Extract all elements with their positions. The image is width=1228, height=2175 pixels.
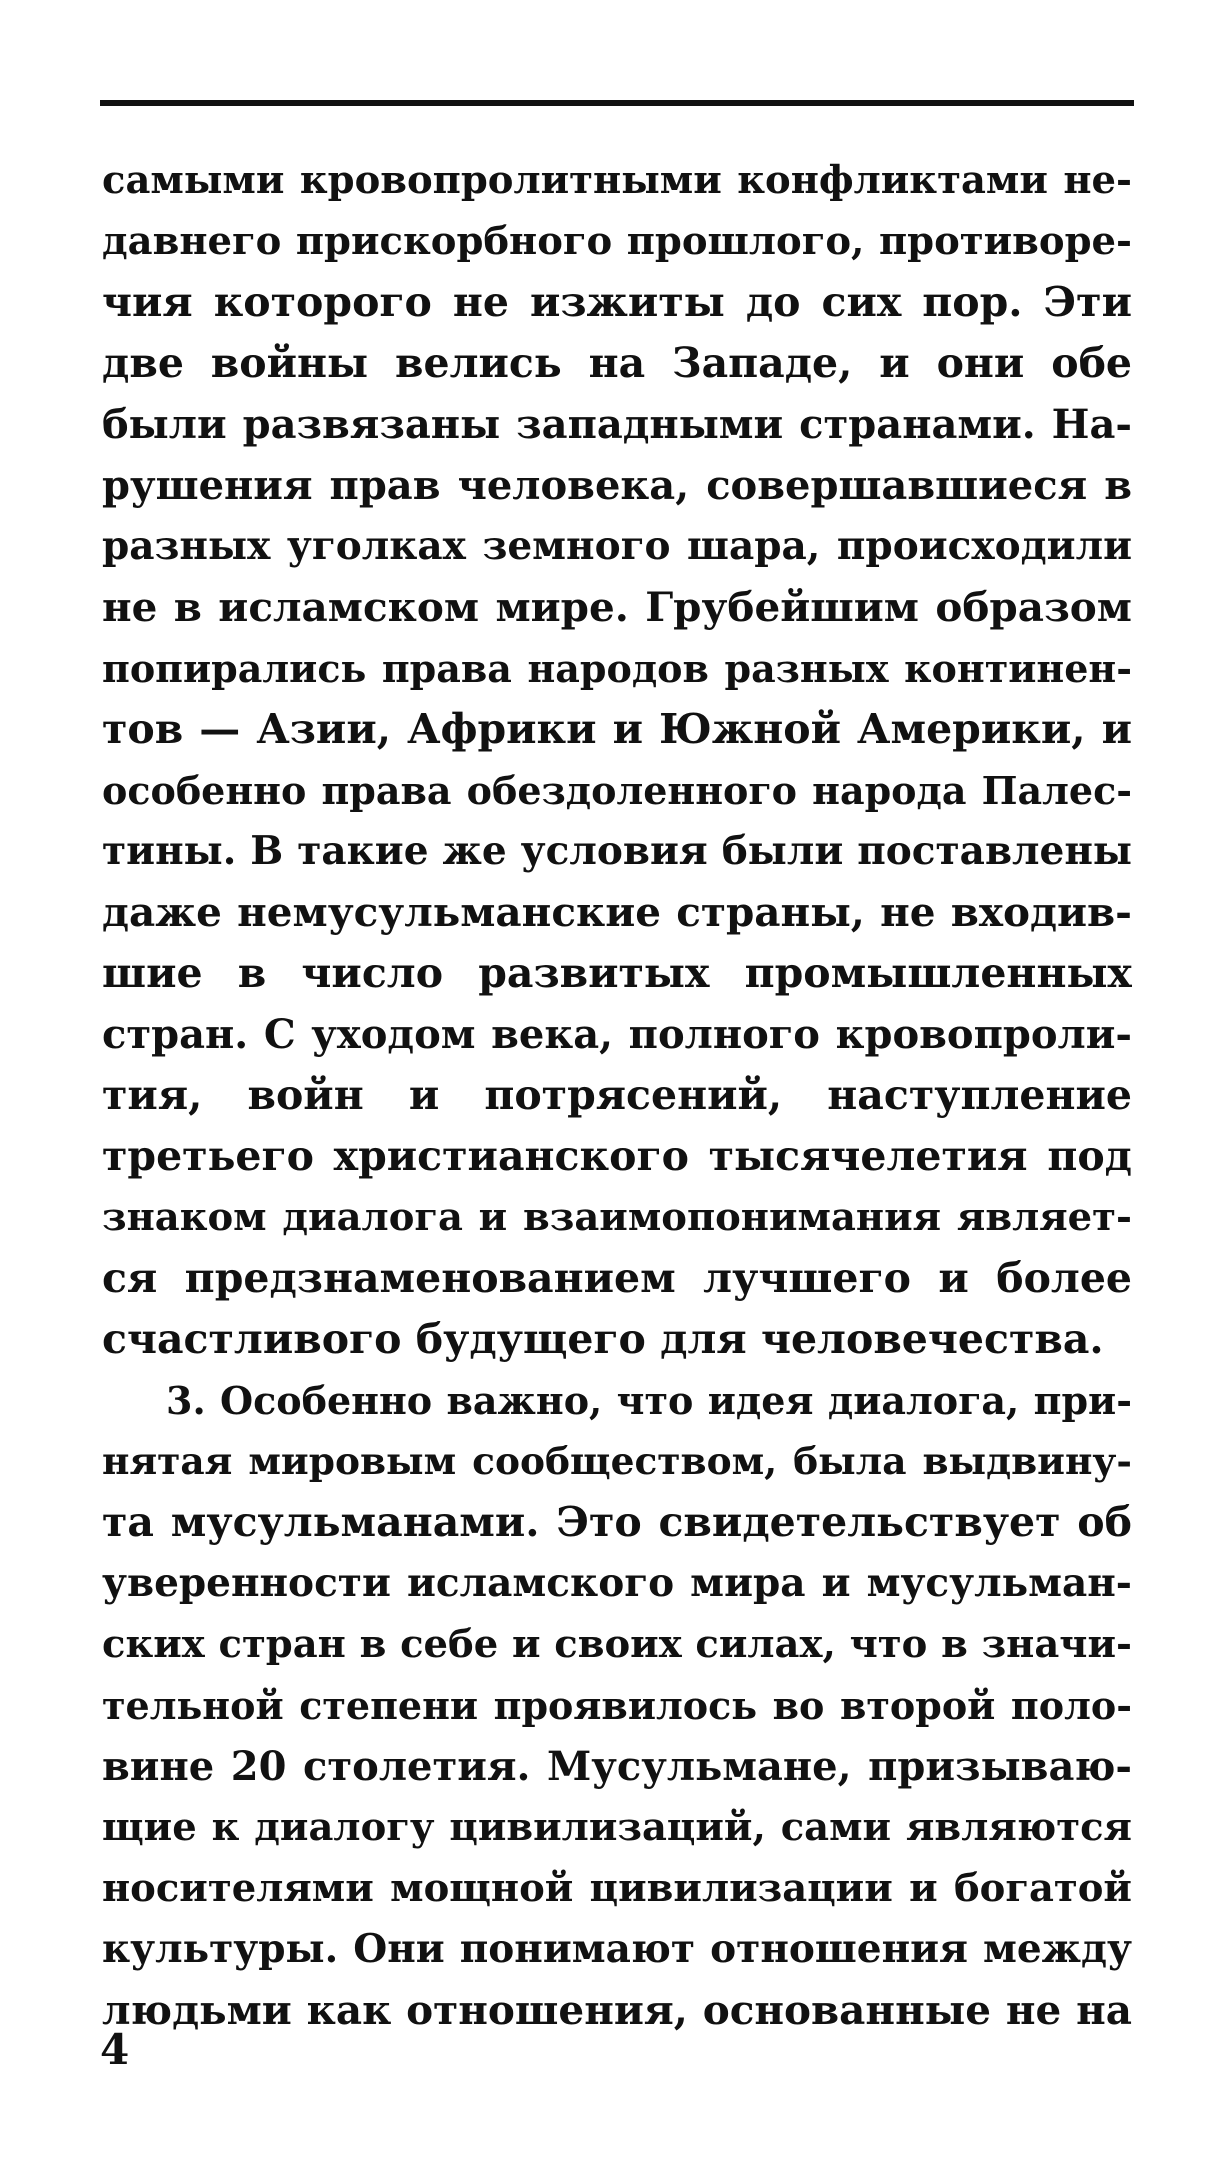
page-number: 4 xyxy=(100,2025,130,2074)
text-line: шие в число развитых промышленных xyxy=(102,949,1132,997)
text-line: уверенности исламского мира и мусульман- xyxy=(102,1560,1132,1606)
text-line: та мусульманами. Это свидетельствует об xyxy=(102,1498,1132,1546)
text-line: давнего прискорбного прошлого, противоре- xyxy=(102,219,1132,264)
text-line: 3. Особенно важно, что идея диалога, при- xyxy=(166,1378,1132,1423)
text-line: третьего христианского тысячелетия под xyxy=(102,1132,1132,1180)
text-line: счастливого будущего для человечества. xyxy=(102,1315,1104,1363)
text-line: носителями мощной цивилизации и богатой xyxy=(102,1866,1132,1911)
text-line: нятая мировым сообществом, была выдвину- xyxy=(102,1439,1132,1483)
text-line: тия, войн и потрясений, наступление xyxy=(102,1071,1132,1119)
header-rule xyxy=(100,100,1134,106)
text-line: чия которого не изжиты до сих пор. Эти xyxy=(102,278,1132,326)
text-line: две войны велись на Западе, и они обе xyxy=(102,339,1132,387)
text-line: знаком диалога и взаимопонимания являет- xyxy=(102,1195,1132,1240)
text-line: тельной степени проявилось во второй поло- xyxy=(102,1683,1132,1728)
text-line: тов — Азии, Африки и Южной Америки, и xyxy=(102,705,1132,753)
paragraph-1 xyxy=(102,150,1132,1370)
text-line: ских стран в себе и своих силах, что в значи- xyxy=(102,1622,1132,1667)
text-line: щие к диалогу цивилизаций, сами являются xyxy=(102,1805,1132,1850)
paragraph-2 xyxy=(102,1370,1132,2041)
text-line: были развязаны западными странами. На- xyxy=(102,401,1132,448)
text-line: людьми как отношения, основанные не на xyxy=(102,1986,1132,2034)
text-line: попирались права народов разных континен- xyxy=(102,646,1132,691)
text-line: самыми кровопролитными конфликтами не- xyxy=(102,158,1132,203)
text-line: не в исламском мире. Грубейшим образом xyxy=(102,583,1132,631)
text-line: даже немусульманские страны, не входив- xyxy=(102,888,1132,936)
text-line: стран. С уходом века, полного кровопроли- xyxy=(102,1011,1132,1058)
text-line: ся предзнаменованием лучшего и более xyxy=(102,1254,1132,1302)
text-line: рушения прав человека, совершавшиеся в xyxy=(102,462,1132,509)
body-text xyxy=(102,150,1132,2041)
text-line: тины. В такие же условия были поставлены xyxy=(102,828,1132,874)
text-line: вине 20 столетия. Мусульмане, призываю- xyxy=(102,1743,1132,1790)
text-line: разных уголках земного шара, происходили xyxy=(102,523,1132,569)
text-line: культуры. Они понимают отношения между xyxy=(102,1926,1132,1972)
text-line: особенно права обездоленного народа Палес- xyxy=(102,768,1132,813)
